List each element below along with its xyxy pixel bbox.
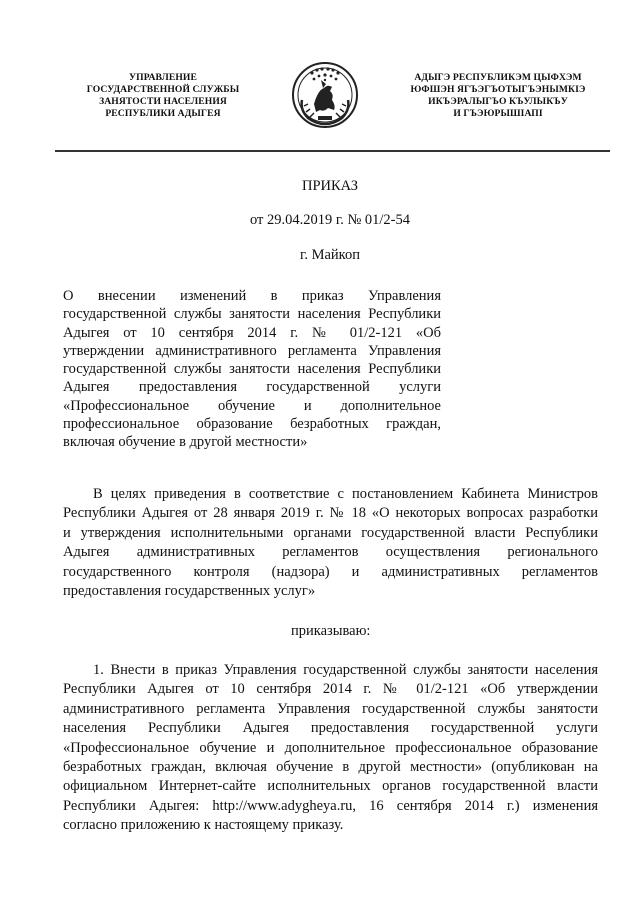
- header-left-line: РЕСПУБЛИКИ АДЫГЕЯ: [105, 108, 221, 119]
- document-city: г. Майкоп: [300, 247, 360, 263]
- subject-line: утверждении административного регламента Управления: [63, 342, 441, 359]
- header-divider: [55, 150, 610, 152]
- header-left-line: ЗАНЯТОСТИ НАСЕЛЕНИЯ: [99, 96, 227, 107]
- header-right-line: И ГЪЭЮРЫШIАПI: [453, 108, 543, 119]
- subject-line: Адыгея предоставления государственной услуги: [63, 379, 441, 396]
- item-1-line: административного регламента Управления государственной службы занятости: [63, 700, 598, 717]
- subject-line: включая обучение в другой местности»: [63, 434, 308, 451]
- header-right-line: ЮФШЭН ЯГЪЭГЪОТЫГЪЭНЫМКIЭ: [410, 84, 586, 95]
- preamble-line: Адыгея административных регламентов осуществления регионального: [63, 544, 598, 561]
- header-right-line: АДЫГЭ РЕСПУБЛИКЭМ ЦЫФХЭМ: [414, 72, 582, 83]
- item-1-line: официальном Интернет-сайте исполнительных органов государственной власти: [63, 778, 598, 795]
- preamble-line: предоставления государственных услуг»: [63, 583, 316, 600]
- subject-line: Адыгея от 10 сентября 2014 г. № 01/2-121 «Об: [63, 324, 441, 341]
- adygea-coat-of-arms-icon: [290, 60, 360, 130]
- preamble-line: В целях приведения в соответствие с постановлением Кабинета Министров: [93, 486, 598, 502]
- header-left-line: ГОСУДАРСТВЕННОЙ СЛУЖБЫ: [86, 84, 240, 95]
- subject-line: профессиональное образование безработных граждан,: [63, 416, 441, 433]
- item-1-line: Республики Адыгея: http://www.adygheya.ru, 16 сентября 2014 г.) изменения: [63, 797, 598, 814]
- document-date-number: от 29.04.2019 г. № 01/2-54: [249, 212, 411, 228]
- preamble-line: и утверждения исполнительными органами государственной власти Республики: [63, 524, 598, 541]
- header-left-line: УПРАВЛЕНИЕ: [129, 72, 197, 83]
- preamble-paragraph: [63, 485, 598, 601]
- subject-line: государственной службы занятости населения Республики: [63, 361, 441, 378]
- item-1-line: населения Республики Адыгея предоставления государственной услуги: [63, 720, 598, 737]
- document-subject: [63, 287, 441, 452]
- order-word: приказываю:: [291, 623, 371, 639]
- item-1-line: безработных граждан, включая обучение в другой местности» (опубликован на: [63, 759, 598, 776]
- item-1-line: «Профессиональное обучение и дополнительное профессиональное образование: [63, 739, 598, 756]
- subject-line: «Профессиональное обучение и дополнительное: [63, 397, 441, 414]
- header-right-org-name: [388, 72, 608, 120]
- header-right-line: ИКЪЭРАЛЫГЪО КЪУЛЫКЪУ: [428, 96, 568, 107]
- preamble-line: государственного контроля (надзора) и административных регламентов: [63, 563, 598, 580]
- preamble-line: Республики Адыгея от 28 января 2019 г. № 18 «О некоторых вопросах разработки: [63, 505, 598, 522]
- document-title: ПРИКАЗ: [301, 178, 359, 194]
- item-1-line: 1. Внести в приказ Управления государственной службы занятости населения: [93, 662, 598, 678]
- item-1-line: Республики Адыгея от 10 сентября 2014 г. № 01/2-121 «Об утверждении: [63, 681, 598, 698]
- subject-line: государственной службы занятости населения Республики: [63, 306, 441, 323]
- subject-line: О внесении изменений в приказ Управления: [63, 288, 441, 304]
- header-left-org-name: [58, 72, 268, 120]
- item-1-paragraph: [63, 661, 598, 836]
- item-1-line: согласно приложению к настоящему приказу.: [63, 817, 344, 834]
